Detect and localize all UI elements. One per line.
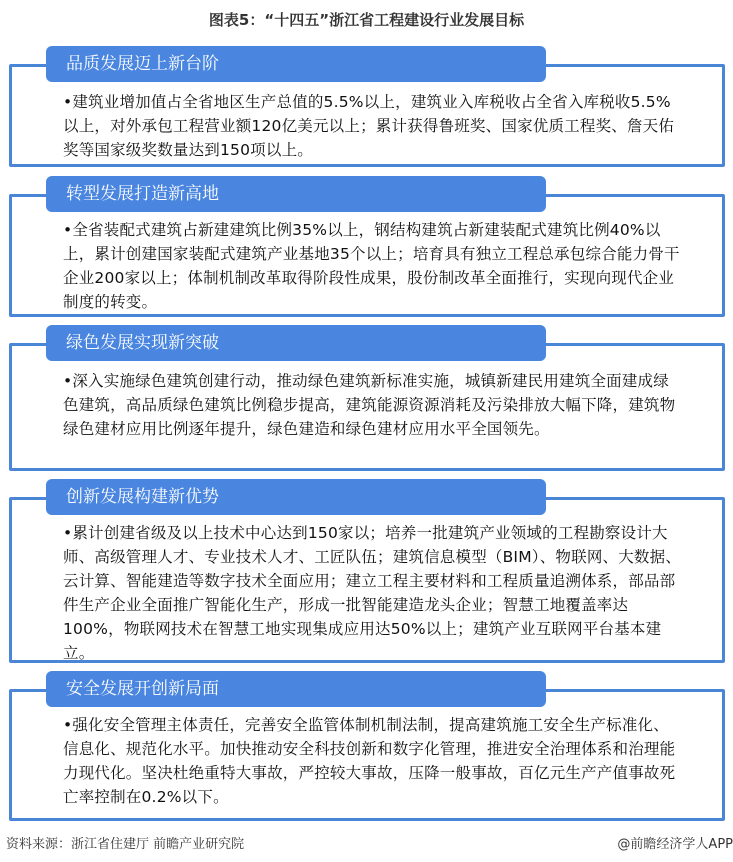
section-heading: 创新发展构建新优势 (46, 479, 546, 515)
section-transformation (9, 176, 725, 317)
section-innovation (9, 479, 725, 663)
section-text: •建筑业增加值占全省地区生产总值的5.5%以上，建筑业入库税收占全省入库税收5.5%以上，对外承包工程营业额120亿美元以上；累计获得鲁班奖、国家优质工程奖、詹天佑奖等国家级奖数量达到150项以上。 (63, 93, 675, 159)
section-heading: 安全发展开创新局面 (46, 671, 546, 707)
section-quality (9, 46, 725, 167)
section-text: •强化安全管理主体责任，完善安全监管体制机制法制，提高建筑施工安全生产标准化、信息化、规范化水平。加快推动安全科技创新和数字化管理，推进安全治理体系和治理能力现代化。坚决杜绝重特大事故，严控较大事故，压降一般事故，百亿元生产产值事故死亡率控制在0.2%以下。 (63, 716, 676, 806)
section-heading: 转型发展打造新高地 (46, 176, 546, 212)
section-green (9, 325, 725, 471)
section-text: •深入实施绿色建筑创建行动，推动绿色建筑新标准实施，城镇新建民用建筑全面建成绿色建筑，高品质绿色建筑比例稳步提高，建筑能源资源消耗及污染排放大幅下降，建筑物绿色建材应用比例逐年提升，绿色建造和绿色建材应用水平全国领先。 (63, 372, 676, 438)
section-safety (9, 671, 725, 821)
brand-credit: @前瞻经济学人APP (617, 837, 733, 852)
page-title: 图表5：“十四五”浙江省工程建设行业发展目标 (208, 11, 525, 29)
section-heading: 绿色发展实现新突破 (46, 325, 546, 361)
section-text: •累计创建省级及以上技术中心达到150家以；培养一批建筑产业领域的工程勘察设计大师、高级管理人才、专业技术人才、工匠队伍；建筑信息模型（BIM）、物联网、大数据、云计算、智能建造等数字技术全面应用；建立工程主要材料和工程质量追溯体系，部品部件生产企业全面推广智能化生产，形成一批智能建造龙头企业；智慧工地覆盖率达100%，物联网技术在智慧工地实现集成应用达50%以上；建筑产业互联网平台基本建立。 (63, 524, 682, 662)
section-text: •全省装配式建筑占新建建筑比例35%以上，钢结构建筑占新建装配式建筑比例40%以上，累计创建国家装配式建筑产业基地35个以上；培育具有独立工程总承包综合能力骨干企业200家以上；体制机制改革取得阶段性成果，股份制改革全面推行，实现向现代企业制度的转变。 (63, 221, 680, 311)
source-note: 资料来源：浙江省住建厅 前瞻产业研究院 (6, 837, 245, 852)
section-heading: 品质发展迈上新台阶 (46, 46, 546, 82)
